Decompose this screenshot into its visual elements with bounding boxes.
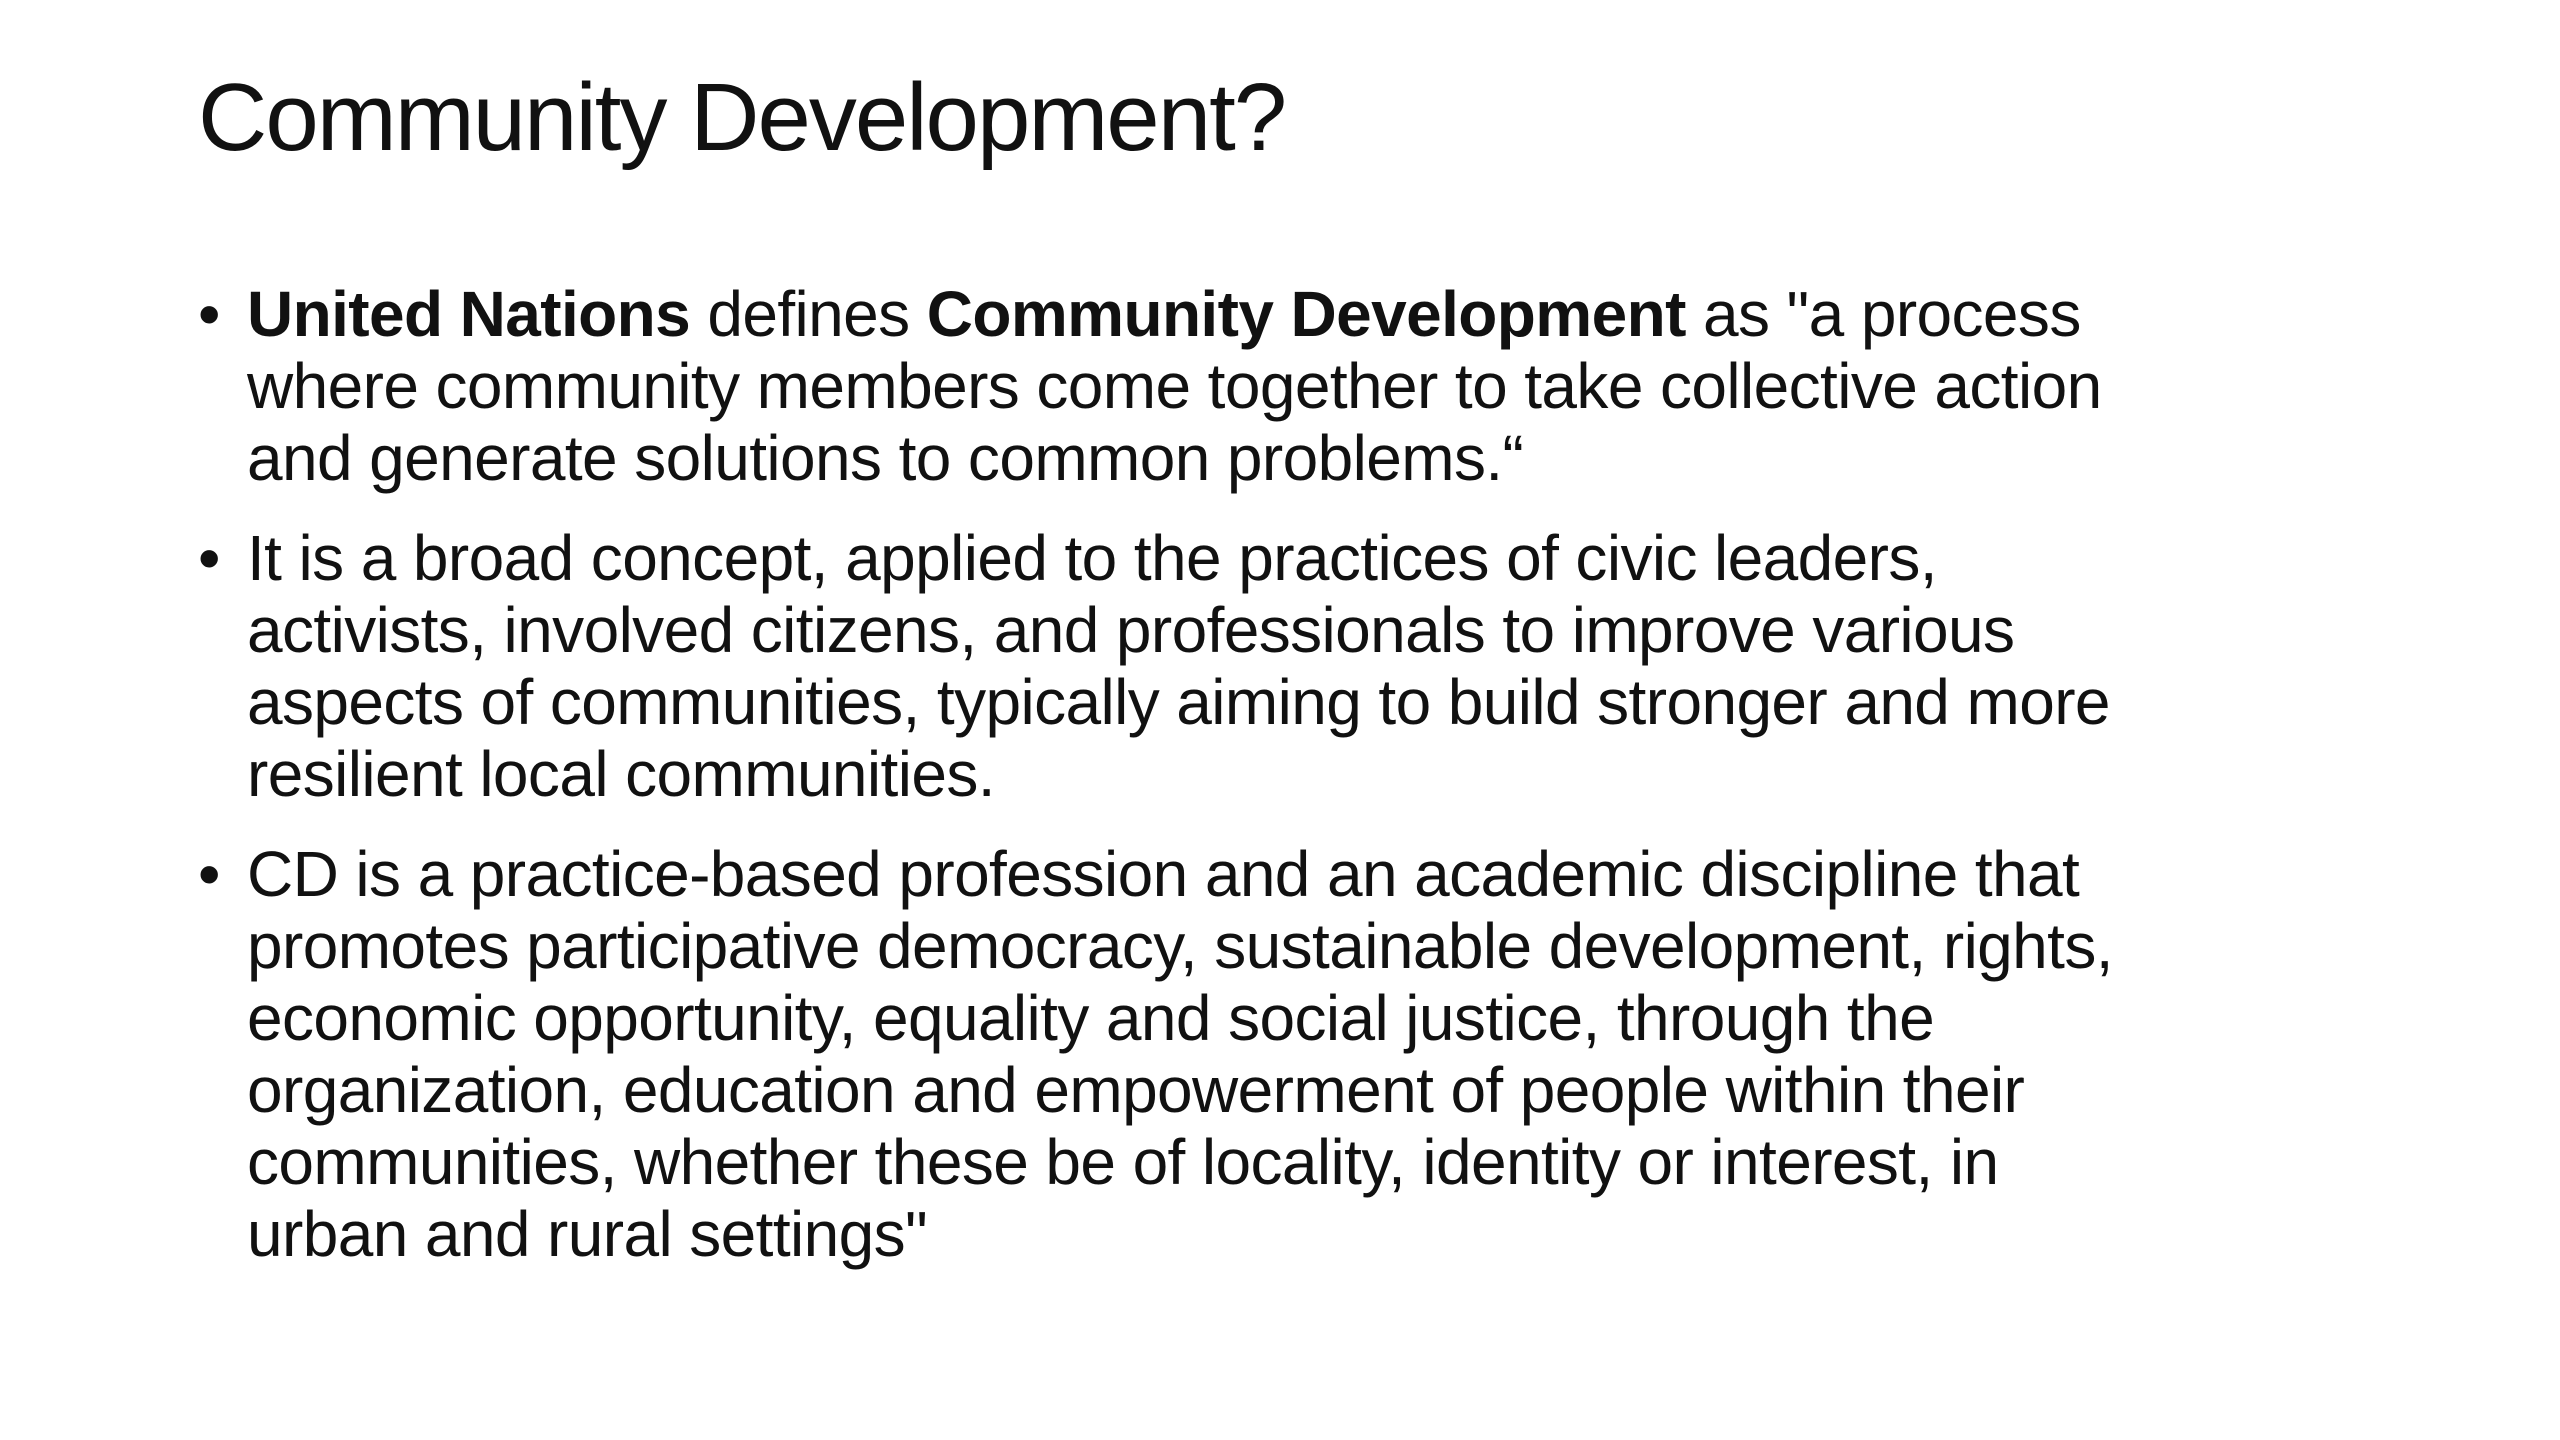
bullet-line: organization, education and empowerment of people within their (247, 1054, 2025, 1126)
text-segment: as "a process (1685, 278, 2081, 350)
bullet-line: economic opportunity, equality and social justice, through the (247, 982, 1935, 1054)
bullet-line: resilient local communities. (247, 738, 995, 810)
text-segment: defines (690, 278, 927, 350)
bullet-line: promotes participative democracy, sustainable development, rights, (247, 910, 2113, 982)
bullet-icon: • (198, 522, 220, 594)
bullet-text (247, 522, 2378, 810)
bullet-line: activists, involved citizens, and professionals to improve various (247, 594, 2015, 666)
bullet-line: It is a broad concept, applied to the practices of civic leaders, (247, 522, 1937, 594)
bold-text: United Nations (247, 278, 691, 350)
bullet-list (198, 278, 2378, 1298)
bullet-line: aspects of communities, typically aiming to build stronger and more (247, 666, 2110, 738)
slide-title: Community Development? (198, 64, 1286, 171)
bullet-text (247, 838, 2378, 1270)
bullet-line: where community members come together to take collective action (247, 350, 2102, 422)
bold-text: Community Development (926, 278, 1686, 350)
bullet-line: and generate solutions to common problems.“ (247, 422, 1524, 494)
bullet-line: CD is a practice-based profession and an academic discipline that (247, 838, 2080, 910)
bullet-item-cd-profession (198, 838, 2378, 1270)
bullet-item-broad-concept (198, 522, 2378, 810)
bullet-line (247, 278, 2378, 350)
bullet-text (247, 278, 2378, 494)
bullet-icon: • (198, 838, 220, 910)
bullet-line: urban and rural settings" (247, 1198, 928, 1270)
bullet-icon: • (198, 278, 220, 350)
bullet-item-un-definition (198, 278, 2378, 494)
bullet-line: communities, whether these be of locality, identity or interest, in (247, 1126, 1999, 1198)
